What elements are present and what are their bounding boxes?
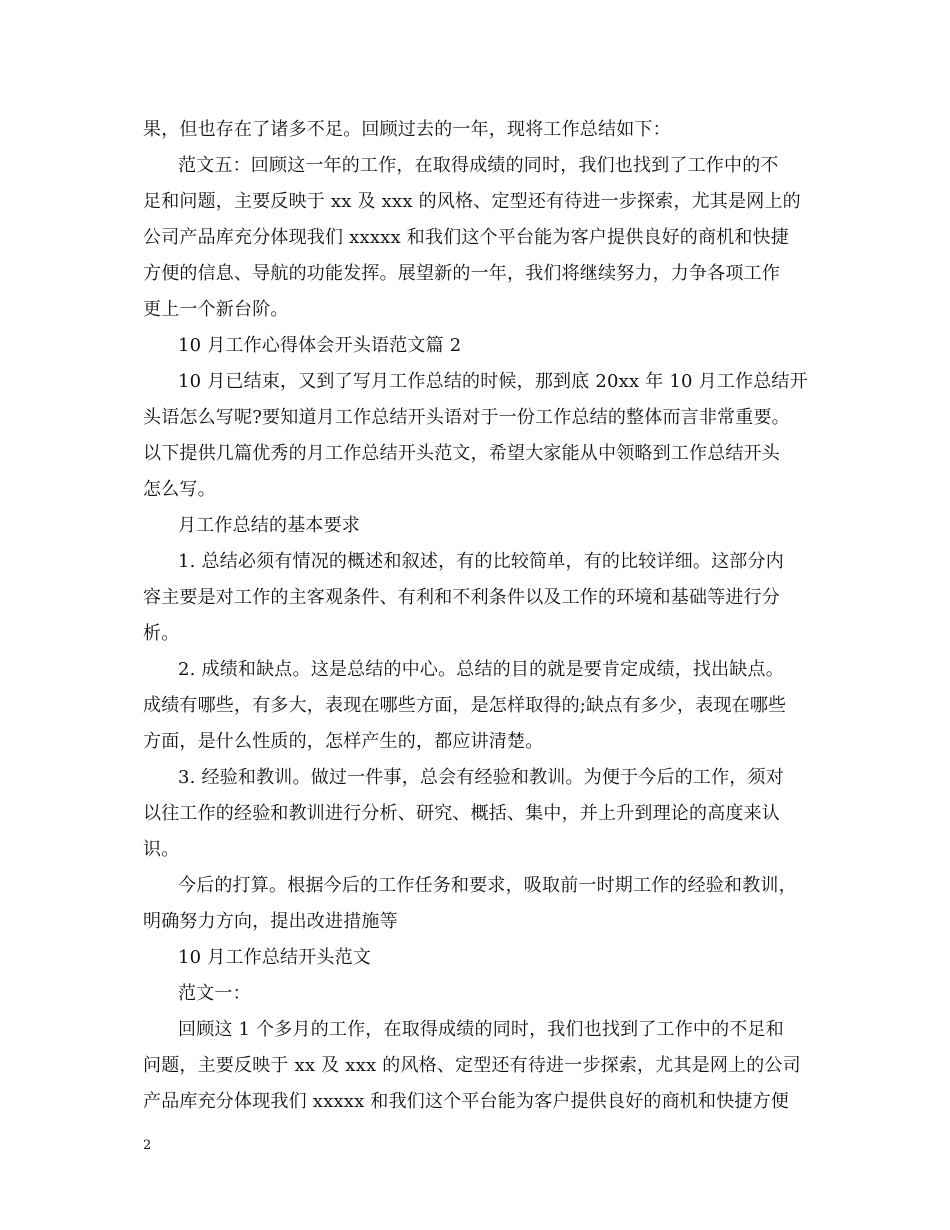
text-line: 怎么写。 [143, 479, 216, 500]
section-heading: 月工作总结的基本要求 [178, 515, 360, 536]
text-line: 识。 [143, 839, 180, 860]
text-line: 以下提供几篇优秀的月工作总结开头范文，希望大家能从中领略到工作总结开头 [143, 443, 780, 464]
text-line: 回顾这 1 个多月的工作，在取得成绩的同时，我们也找到了工作中的不足和 [178, 1019, 784, 1040]
text-line: 明确努力方向，提出改进措施等 [143, 911, 398, 932]
text-line: 更上一个新台阶。 [143, 299, 289, 320]
text-line: 方面，是什么性质的，怎样产生的，都应讲清楚。 [143, 731, 544, 752]
text-line: 范文一： [178, 983, 251, 1004]
text-line: 头语怎么写呢?要知道月工作总结开头语对于一份工作总结的整体而言非常重要。 [143, 407, 790, 428]
text-line: 2. 成绩和缺点。这是总结的中心。总结的目的就是要肯定成绩，找出缺点。 [178, 659, 784, 680]
text-line: 方便的信息、导航的功能发挥。展望新的一年，我们将继续努力，力争各项工作 [143, 263, 780, 284]
text-line: 公司产品库充分体现我们 xxxxx 和我们这个平台能为客户提供良好的商机和快捷 [143, 227, 789, 248]
text-line: 问题，主要反映于 xx 及 xxx 的风格、定型还有待进一步探索，尤其是网上的公司 [143, 1055, 801, 1076]
text-line: 产品库充分体现我们 xxxxx 和我们这个平台能为客户提供良好的商机和快捷方便 [143, 1091, 789, 1112]
page-number: 2 [143, 1138, 152, 1153]
text-line: 范文五：回顾这一年的工作，在取得成绩的同时，我们也找到了工作中的不 [178, 155, 779, 176]
section-heading: 10 月工作总结开头范文 [178, 947, 372, 968]
text-line: 容主要是对工作的主客观条件、有利和不利条件以及工作的环境和基础等进行分 [143, 587, 780, 608]
text-line: 足和问题，主要反映于 xx 及 xxx 的风格、定型还有待进一步探索，尤其是网上的 [143, 191, 801, 212]
section-heading: 10 月工作心得体会开头语范文篇 2 [178, 335, 462, 356]
text-line: 成绩有哪些，有多大，表现在哪些方面，是怎样取得的;缺点有多少，表现在哪些 [143, 695, 787, 716]
text-line: 10 月已结束，又到了写月工作总结的时候，那到底 20xx 年 10 月工作总结开 [178, 371, 808, 392]
text-line: 以往工作的经验和教训进行分析、研究、概括、集中，并上升到理论的高度来认 [143, 803, 780, 824]
text-line: 今后的打算。根据今后的工作任务和要求，吸取前一时期工作的经验和教训， [178, 875, 797, 896]
text-line: 析。 [143, 623, 180, 644]
text-line: 果，但也存在了诸多不足。回顾过去的一年，现将工作总结如下： [143, 119, 671, 140]
text-line: 1. 总结必须有情况的概述和叙述，有的比较简单，有的比较详细。这部分内 [178, 551, 784, 572]
text-line: 3. 经验和教训。做过一件事，总会有经验和教训。为便于今后的工作，须对 [178, 767, 784, 788]
